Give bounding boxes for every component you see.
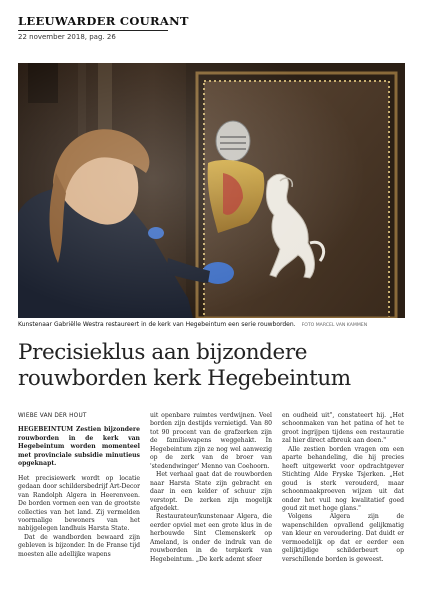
article-column-2 <box>150 412 272 598</box>
masthead-rule <box>18 30 168 31</box>
paragraph: Alle zestien borden vragen om een aparte behandeling, die hij precies heeft uitgewerkt voor opdrachtgever Stichting Alde Fryske Tsjerken. „Het goud is sterk verouderd, maar schoonmaakproeven wijzen uit dat onder het vuil nog kwalitatief goed goud zit met hoge glans." <box>282 445 404 512</box>
byline: WIEBE VAN DER HOUT <box>18 413 87 419</box>
paragraph: en oudheid uit", constateert hij. „Het schoonmaken van het patina of het te groot ingrijpen tijdens een restauratie zal hier direct afbreuk aan doen." <box>282 412 404 445</box>
photo-credit: FOTO MARCEL VAN KAMMEN <box>301 323 368 328</box>
newspaper-masthead: LEEUWARDER COURANT <box>18 14 189 28</box>
paragraph: Het verhaal gaat dat de rouwborden naar Harsta State zijn gebracht en daar in een kelder of schuur zijn verstopt. De zerken zijn mogelijk afgedekt. <box>150 471 272 512</box>
article-column-1 <box>18 412 140 598</box>
article-photo <box>18 63 405 318</box>
paragraph: Restaurateur/kunstenaar Algera, die eerder opviel met een grote klus in de herbouwde Sint Clemenskerk op Ameland, is onder de indruk van de rouwborden in de terpkerk van Hegebeintum. „De kerk ademt sfeer <box>150 513 272 563</box>
photo-caption <box>18 321 405 333</box>
headline-line-1: Precisieklus aan bijzondere <box>18 340 308 365</box>
paragraph: Volgens Algera zijn de wapenschilden opvallend gelijkmatig van kleur en veroudering. Dat duidt er vermoedelijk op dat er eerder een gelijktijdige schilderbeurt op verschillende borden is geweest. <box>282 513 404 563</box>
dateline: 22 november 2018, pag. 26 <box>18 33 116 41</box>
headline <box>18 340 405 392</box>
paragraph: Het precisiewerk wordt op locatie gedaan door schildersbedrijf Art-Decor van Randolph Algera in Heerenveen. De borden vormen een van de grootste collecties van het land. Zij vermelden voormalige bewoners van het nabijgelegen landhuis Harsta State. <box>18 474 140 533</box>
headline-line-2: rouwborden kerk Hegebeintum <box>18 366 351 391</box>
paragraph: uit openbare ruimtes verdwijnen. Veel borden zijn destijds vernietigd. Van 80 tot 90 procent van de grafzerken zijn de familiewapens weggehakt. In Hegebeintum zijn ze nog wel aanwezig op de zerk van de broer van 'stedendwinger' Menno van Coehoorn. <box>150 412 272 470</box>
paragraph: Dat de wandborden bewaard zijn gebleven is bijzonder. In de Franse tijd moesten alle adellijke wapens <box>18 533 140 558</box>
caption-text: Kunstenaar Gabriëlle Westra restaureert in de kerk van Hegebeintum een serie rouwborden. <box>18 321 296 328</box>
article-column-3 <box>282 412 404 598</box>
article-lead: HEGEBEINTUM Zestien bijzondere rouwborden in de kerk van Hegebeintum worden momenteel met provinciale subsidie minutieus opgeknapt. <box>18 426 140 468</box>
